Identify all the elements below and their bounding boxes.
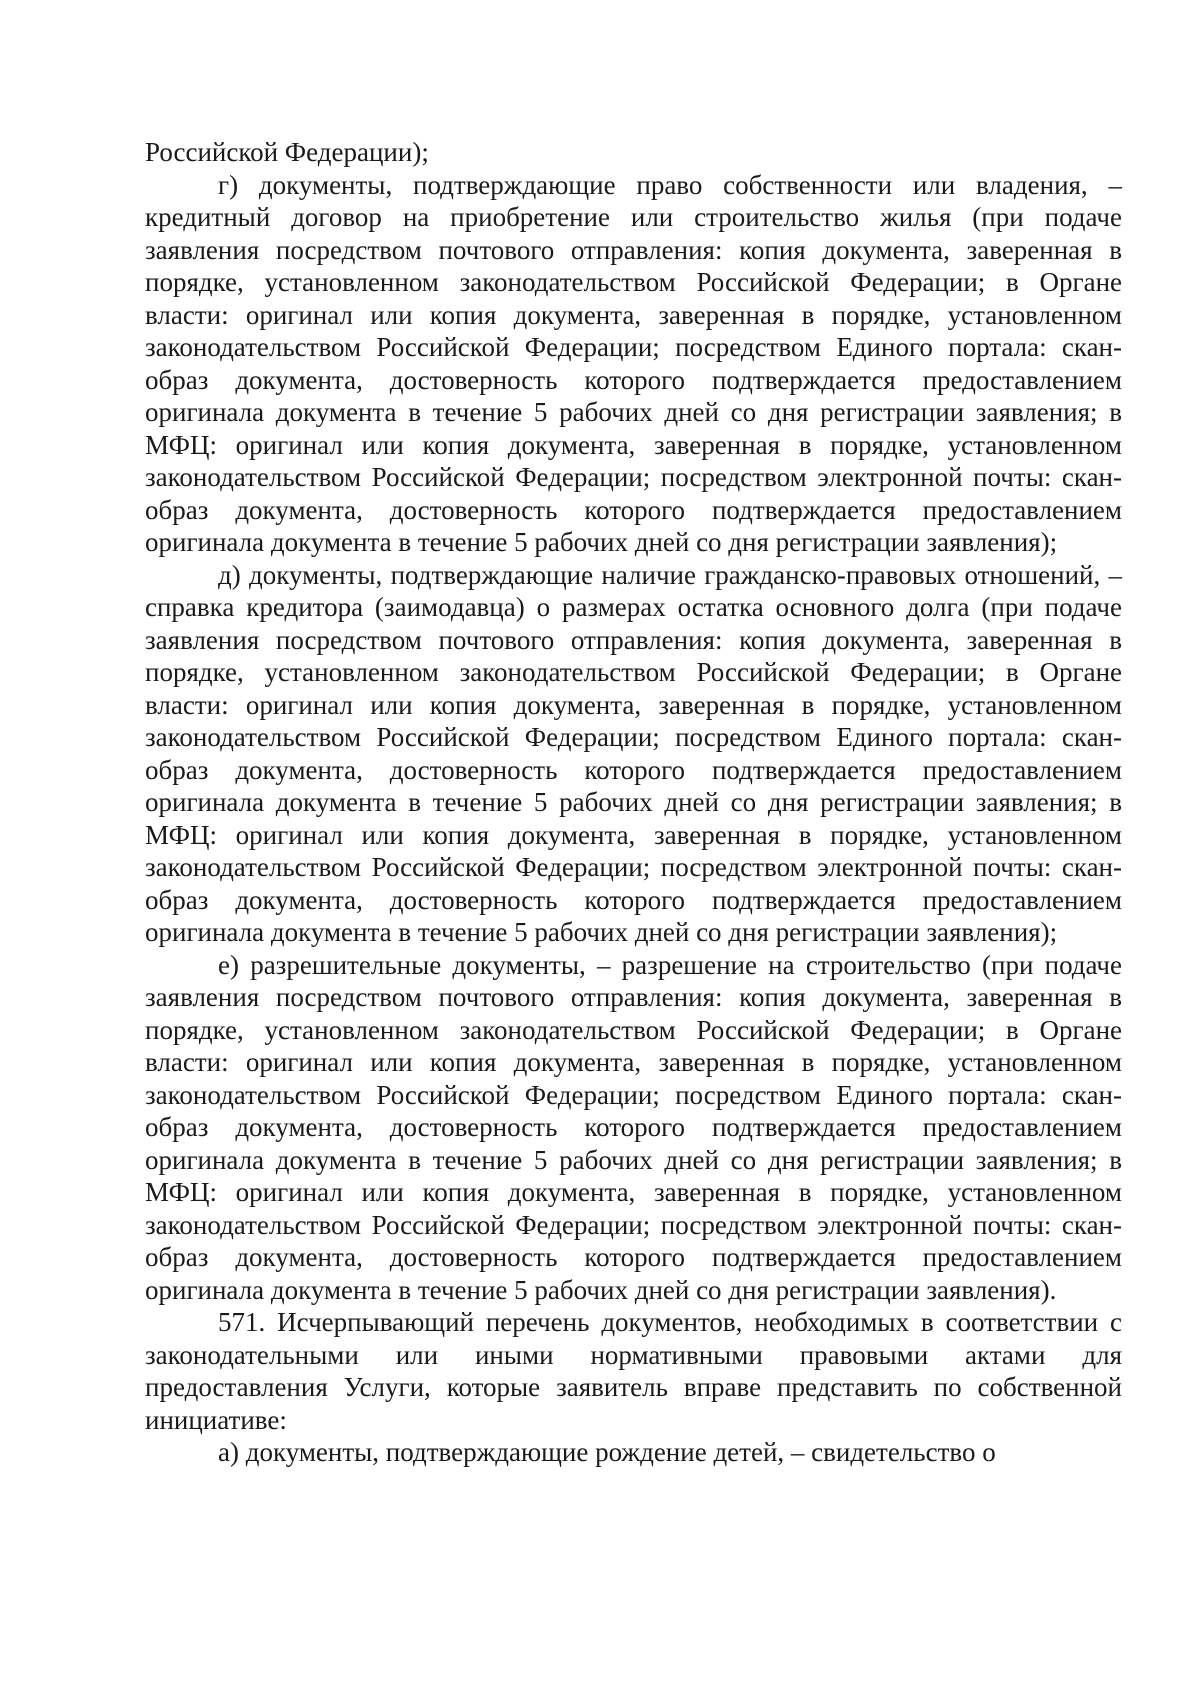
paragraph-item-e: е) разрешительные документы, – разрешение на строительство (при подаче заявления посредством почтового отправления: копия документа, заверенная в порядке, установленном законодательством Российской Федерации; в Органе власти: оригинал или копия документа, заверенная в порядке, установленном законодательством Российской Федерации; посредством Единого портала: скан-образ документа, достоверность которого подтверждается предоставлением оригинала документа в течение 5 рабочих дней со дня регистрации заявления; в МФЦ: оригинал или копия документа, заверенная в порядке, установленном законодательством Российской Федерации; посредством электронной почты: скан-образ документа, достоверность которого подтверждается предоставлением оригинала документа в течение 5 рабочих дней со дня регистрации заявления). [145,949,1122,1305]
paragraph-item-a: а) документы, подтверждающие рождение детей, – свидетельство о [218,1437,996,1467]
document-body [145,136,1122,1469]
paragraph-item-d: д) документы, подтверждающие наличие гражданско-правовых отношений, – справка кредитора (заимодавца) о размерах остатка основного долга (при подаче заявления посредством почтового отправления: копия документа, заверенная в порядке, установленном законодательством Российской Федерации; в Органе власти: оригинал или копия документа, заверенная в порядке, установленном законодательством Российской Федерации; посредством Единого портала: скан-образ документа, достоверность которого подтверждается предоставлением оригинала документа в течение 5 рабочих дней со дня регистрации заявления; в МФЦ: оригинал или копия документа, заверенная в порядке, установленном законодательством Российской Федерации; посредством электронной почты: скан-образ документа, достоверность которого подтверждается предоставлением оригинала документа в течение 5 рабочих дней со дня регистрации заявления); [145,559,1122,947]
paragraph-clause-571: 571. Исчерпывающий перечень документов, необходимых в соответствии с законодательными или иными нормативными правовыми актами для предоставления Услуги, которые заявитель вправе представить по собственной инициативе: [145,1307,1122,1435]
paragraph-continuation: Российской Федерации); [145,137,429,167]
paragraph-item-g: г) документы, подтверждающие право собственности или владения, – кредитный договор на приобретение или строительство жилья (при подаче заявления посредством почтового отправления: копия документа, заверенная в порядке, установленном законодательством Российской Федерации; в Органе власти: оригинал или копия документа, заверенная в порядке, установленном законодательством Российской Федерации; посредством Единого портала: скан-образ документа, достоверность которого подтверждается предоставлением оригинала документа в течение 5 рабочих дней со дня регистрации заявления; в МФЦ: оригинал или копия документа, заверенная в порядке, установленном законодательством Российской Федерации; посредством электронной почты: скан-образ документа, достоверность которого подтверждается предоставлением оригинала документа в течение 5 рабочих дней со дня регистрации заявления); [145,169,1122,557]
